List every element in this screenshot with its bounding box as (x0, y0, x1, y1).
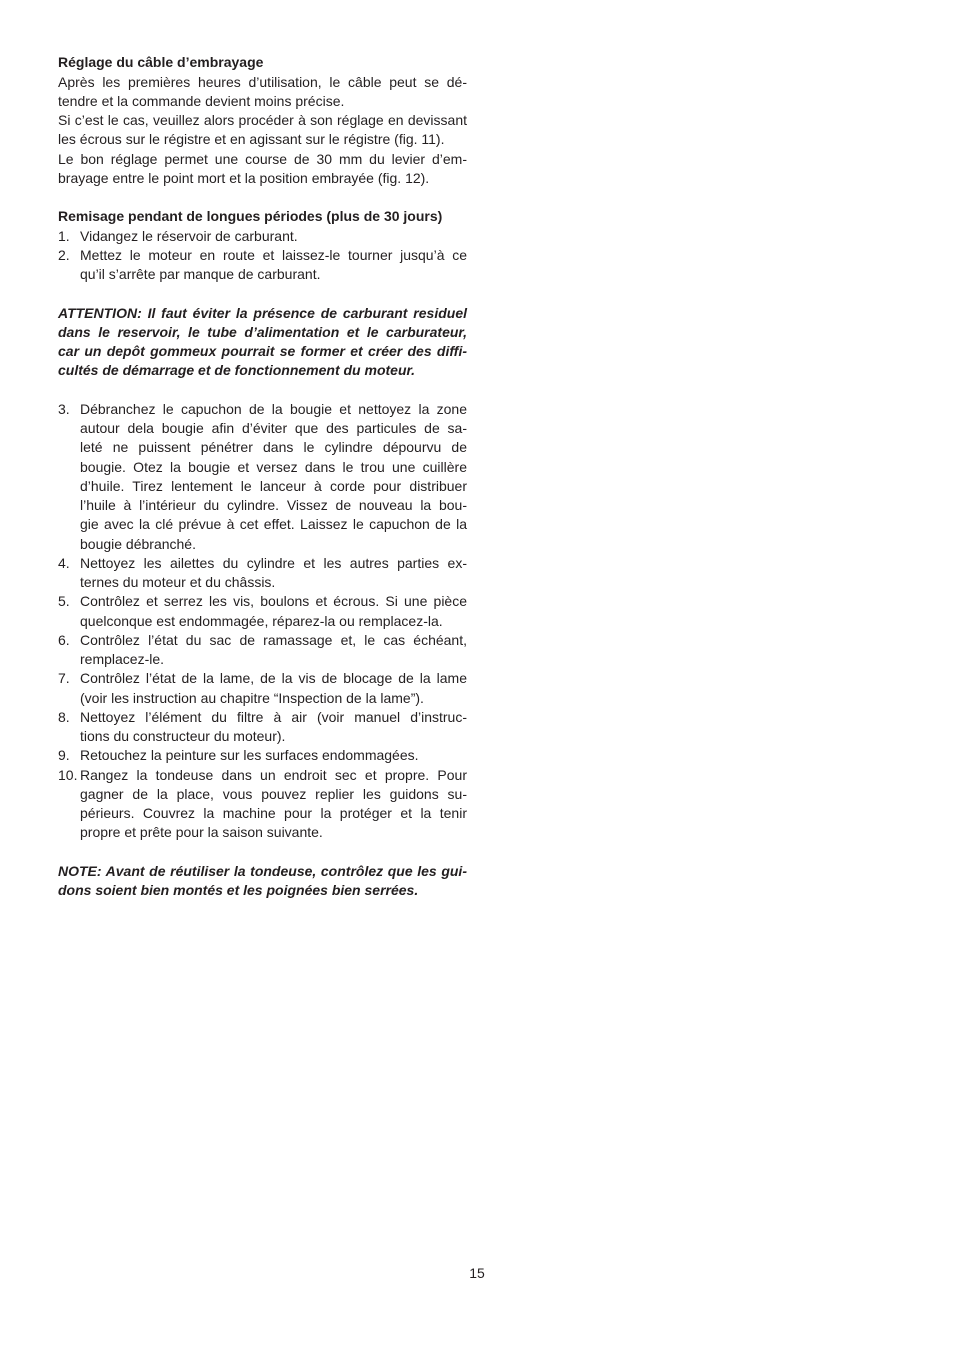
list-line: Contrôlez l’état de la lame, de la vis de blocage de la lame (80, 670, 467, 687)
list-number: 7. (58, 670, 70, 687)
paragraph-line: Après les premières heures d’utilisation, le câble peut se dé- (58, 73, 467, 90)
list-line: gagner de la place, vous pouvez replier les guidons su- (80, 785, 467, 802)
warning-line: dans le reservoir, le tube d’alimentation et le carburateur, (58, 323, 467, 340)
list-item (58, 246, 467, 285)
warning-line: cultés de démarrage et de fonctionnement du moteur. (58, 362, 416, 379)
warning-line: ATTENTION: Il faut éviter la présence de carburant residuel (58, 304, 467, 321)
storage-steps-list (58, 227, 467, 285)
list-item (58, 669, 467, 708)
list-line: quelconque est endommagée, réparez-la ou remplacez-la. (80, 612, 443, 629)
paragraph-line: Si c’est le cas, veuillez alors procéder à son réglage en devissant (58, 112, 467, 129)
list-number: 9. (58, 747, 70, 764)
list-line: ternes du moteur et du châssis. (80, 574, 276, 591)
list-item (58, 227, 467, 246)
list-line: périeurs. Couvrez la machine pour la protéger et la tenir (80, 805, 467, 822)
list-number: 5. (58, 593, 70, 610)
list-line: Retouchez la peinture sur les surfaces endommagées. (80, 747, 419, 764)
note-block (58, 862, 467, 901)
clutch-heading: Réglage du câble d’embrayage (58, 54, 264, 71)
list-line: (voir les instruction au chapitre “Inspection de la lame”). (80, 689, 424, 706)
list-item (58, 400, 467, 554)
list-number: 10. (58, 766, 78, 783)
list-line: Rangez la tondeuse dans un endroit sec et propre. Pour (80, 766, 467, 783)
page-number: 15 (469, 1265, 485, 1282)
list-line: tions du constructeur du moteur). (80, 728, 286, 745)
list-line: remplacez-le. (80, 651, 165, 668)
paragraph-line: brayage entre le point mort et la position embrayée (fig. 12). (58, 169, 430, 186)
list-number: 4. (58, 554, 70, 571)
list-line: leté ne puissent pénétrer dans le cylindre dépourvu de (80, 439, 467, 456)
list-line: l’huile à l’intérieur du cylindre. Vissez de nouveau la bou- (80, 497, 467, 514)
storage-heading: Remisage pendant de longues périodes (plus de 30 jours) (58, 208, 443, 225)
list-line: qu’il s’arrête par manque de carburant. (80, 266, 321, 283)
paragraph-line: tendre et la commande devient moins précise. (58, 92, 345, 109)
list-item (58, 746, 467, 765)
list-line: d’huile. Tirez lentement le lanceur à corde pour distribuer (80, 477, 467, 494)
paragraph-line: Le bon réglage permet une course de 30 mm du levier d’em- (58, 150, 467, 167)
text-column (58, 53, 467, 900)
note-line: dons soient bien montés et les poignées bien serrées. (58, 882, 419, 899)
storage-more-steps-list (58, 400, 467, 843)
list-line: bougie. Otez la bougie et versez dans le trou une cuillère (80, 458, 467, 475)
list-number: 3. (58, 400, 70, 417)
list-line: Vidangez le réservoir de carburant. (80, 227, 298, 244)
list-line: Mettez le moteur en route et laissez-le tourner jusqu’à ce (80, 246, 467, 263)
list-line: Contrôlez l’état du sac de ramassage et, le cas échéant, (80, 631, 467, 648)
list-item (58, 592, 467, 631)
list-line: Nettoyez les ailettes du cylindre et les autres parties ex- (80, 554, 467, 571)
list-number: 6. (58, 631, 70, 648)
list-number: 1. (58, 227, 70, 244)
list-item (58, 554, 467, 593)
attention-warning (58, 304, 467, 381)
list-item (58, 631, 467, 670)
list-number: 8. (58, 708, 70, 725)
warning-line: car un depôt gommeux pourrait se former et créer des diffi- (58, 343, 467, 360)
list-line: bougie débranché. (80, 535, 196, 552)
list-item (58, 708, 467, 747)
clutch-paragraph (58, 73, 467, 189)
paragraph-line: les écrous sur le régistre et en agissant sur le régistre (fig. 11). (58, 131, 445, 148)
list-line: gie avec la clé prévue à cet effet. Laissez le capuchon de la (80, 516, 467, 533)
list-line: autour dela bougie afin d’éviter que des particules de sa- (80, 420, 467, 437)
list-line: propre et prête pour la saison suivante. (80, 824, 323, 841)
list-line: Contrôlez et serrez les vis, boulons et écrous. Si une pièce (80, 593, 467, 610)
list-number: 2. (58, 246, 70, 263)
list-line: Débranchez le capuchon de la bougie et nettoyez la zone (80, 400, 467, 417)
list-item (58, 766, 467, 843)
list-line: Nettoyez l’élément du filtre à air (voir manuel d’instruc- (80, 708, 467, 725)
note-line: NOTE: Avant de réutiliser la tondeuse, contrôlez que les gui- (58, 862, 467, 879)
